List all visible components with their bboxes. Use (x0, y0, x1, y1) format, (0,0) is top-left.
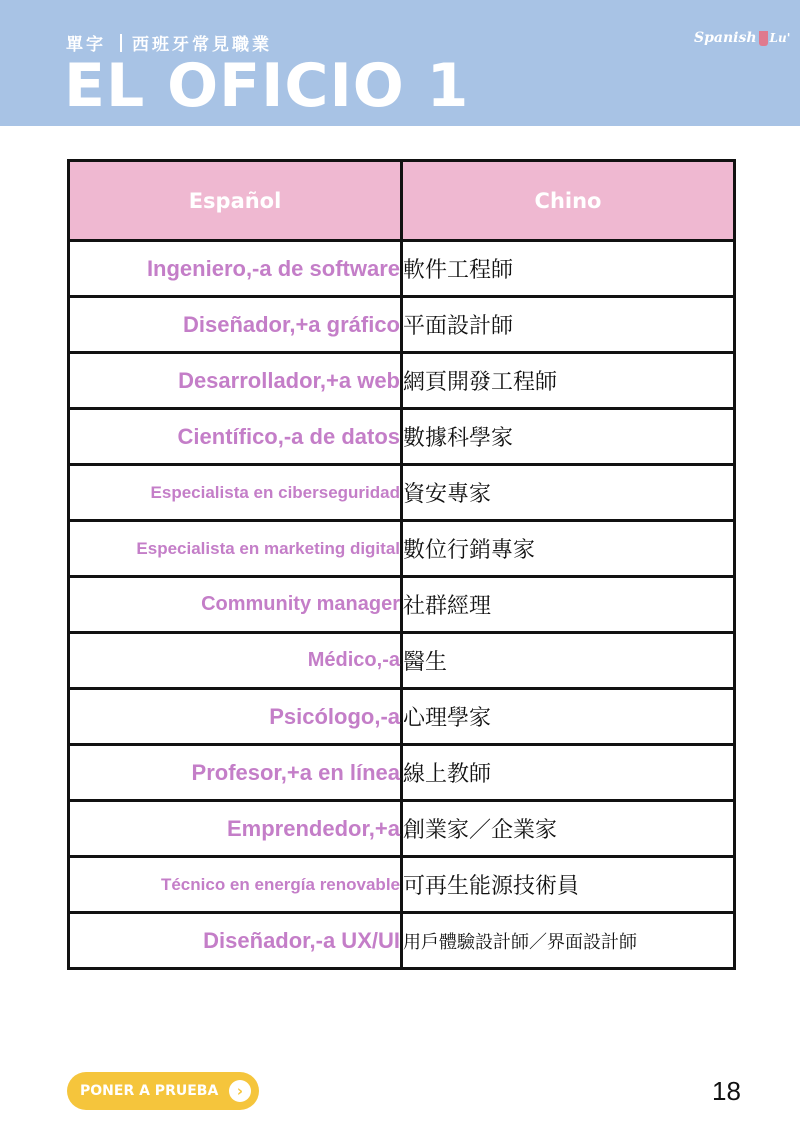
page-number: 18 (712, 1076, 741, 1106)
poner-a-prueba-button[interactable] (67, 1072, 259, 1110)
cta-label: PONER A PRUEBA (80, 1083, 219, 1099)
chinese-term: 社群經理 (402, 577, 735, 633)
spanish-term: Diseñador,-a UX/UI (69, 913, 402, 969)
spanish-term: Emprendedor,+a (69, 801, 402, 857)
table-row (69, 913, 735, 969)
table-row (69, 633, 735, 689)
spanish-term: Profesor,+a en línea (69, 745, 402, 801)
table-row (69, 521, 735, 577)
chinese-term: 網頁開發工程師 (402, 353, 735, 409)
chinese-term: 用戶體驗設計師／界面設計師 (402, 913, 735, 969)
chinese-term: 數據科學家 (402, 409, 735, 465)
chinese-term: 醫生 (402, 633, 735, 689)
page-header (0, 0, 800, 126)
table-row (69, 353, 735, 409)
spanish-term: Ingeniero,-a de software (69, 241, 402, 297)
spanish-term: Especialista en ciberseguridad (69, 465, 402, 521)
cup-icon (759, 31, 768, 46)
spanish-term: Diseñador,+a gráfico (69, 297, 402, 353)
spanish-term: Especialista en marketing digital (69, 521, 402, 577)
table-row (69, 801, 735, 857)
table-row (69, 297, 735, 353)
chinese-term: 線上教師 (402, 745, 735, 801)
spanish-term: Científico,-a de datos (69, 409, 402, 465)
category-label: 單字 (66, 35, 106, 55)
chinese-term: 資安專家 (402, 465, 735, 521)
spanish-term: Técnico en energía renovable (69, 857, 402, 913)
subtitle-text: 西班牙常見職業 (132, 35, 272, 55)
chinese-term: 軟件工程師 (402, 241, 735, 297)
spanish-term: Community manager (69, 577, 402, 633)
chinese-term: 創業家／企業家 (402, 801, 735, 857)
spanish-term: Desarrollador,+a web (69, 353, 402, 409)
vocabulary-table (67, 159, 736, 970)
table-row (69, 689, 735, 745)
column-header-chinese: Chino (402, 161, 735, 241)
table-row (69, 409, 735, 465)
chinese-term: 平面設計師 (402, 297, 735, 353)
brand-logo (694, 30, 790, 46)
table-row (69, 465, 735, 521)
table-row (69, 577, 735, 633)
chinese-term: 數位行銷專家 (402, 521, 735, 577)
logo-text: Spanish (694, 30, 757, 46)
table-row (69, 241, 735, 297)
table-header-row (69, 161, 735, 241)
logo-suffix: Lu' (769, 31, 791, 45)
spanish-term: Médico,-a (69, 633, 402, 689)
column-header-spanish: Español (69, 161, 402, 241)
table-row (69, 745, 735, 801)
table-row (69, 857, 735, 913)
chinese-term: 心理學家 (402, 689, 735, 745)
chinese-term: 可再生能源技術員 (402, 857, 735, 913)
spanish-term: Psicólogo,-a (69, 689, 402, 745)
page-title: EL OFICIO 1 (64, 51, 470, 121)
chevron-right-icon: › (229, 1080, 251, 1102)
